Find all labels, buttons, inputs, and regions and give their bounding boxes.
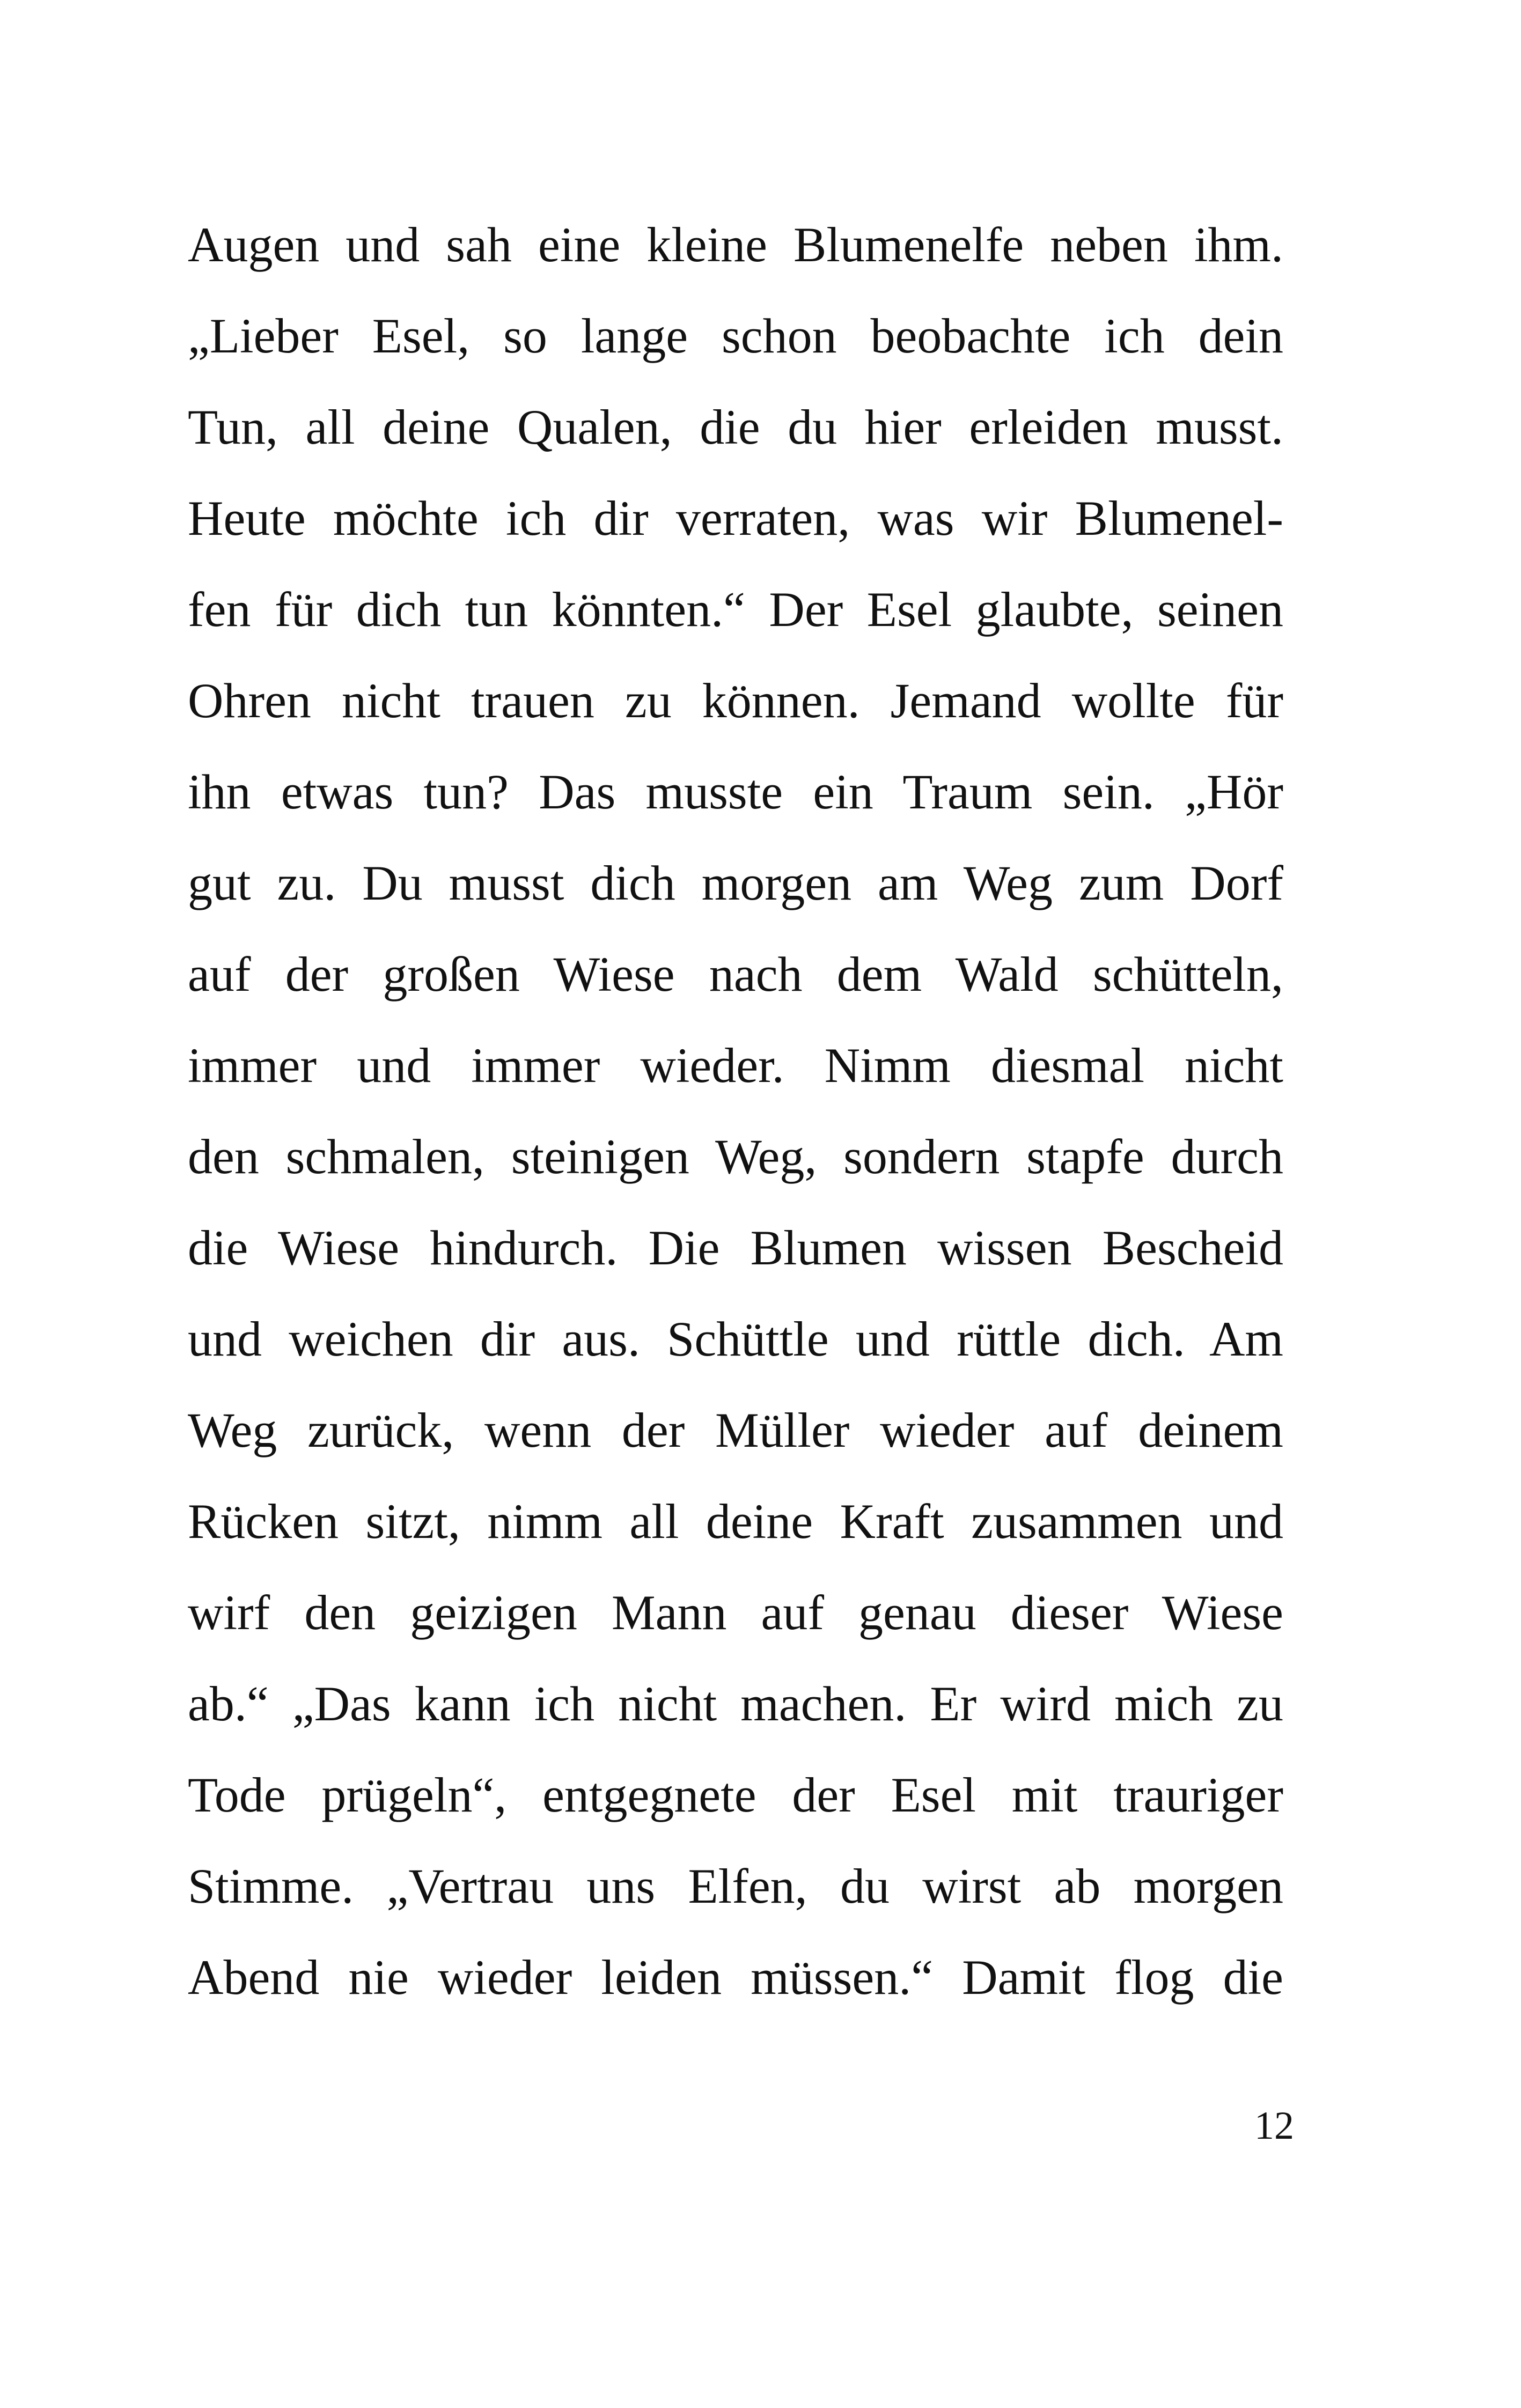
text-line: und weichen dir aus. Schüttle und rüttle dich. Am <box>188 1312 1283 1366</box>
text-line: „Lieber Esel, so lange schon beobachte ich dein <box>188 308 1283 363</box>
text-line: Heute möchte ich dir verraten, was wir Blumenel- <box>188 491 1283 546</box>
text-line: gut zu. Du musst dich morgen am Weg zum Dorf <box>188 856 1283 910</box>
text-line: den schmalen, steinigen Weg, sondern stapfe durch <box>188 1129 1283 1184</box>
text-line: ab.“ „Das kann ich nicht machen. Er wird mich zu <box>188 1676 1283 1731</box>
text-line: Tun, all deine Qualen, die du hier erleiden musst. <box>188 400 1283 454</box>
body-text <box>188 213 1283 2037</box>
text-line: Ohren nicht trauen zu können. Jemand wollte für <box>188 673 1283 728</box>
text-line: Augen und sah eine kleine Blumenelfe neben ihm. <box>188 217 1283 272</box>
text-line: ihn etwas tun? Das musste ein Traum sein. „Hör <box>188 764 1283 819</box>
page-number: 12 <box>1254 2104 1294 2148</box>
text-line: immer und immer wieder. Nimm diesmal nicht <box>188 1038 1283 1093</box>
text-line: die Wiese hindurch. Die Blumen wissen Bescheid <box>188 1220 1283 1275</box>
text-line: auf der großen Wiese nach dem Wald schütteln, <box>188 947 1283 1002</box>
text-line: Rücken sitzt, nimm all deine Kraft zusammen und <box>188 1494 1283 1549</box>
text-line: Tode prügeln“, entgegnete der Esel mit trauriger <box>188 1768 1283 1822</box>
text-line: Weg zurück, wenn der Müller wieder auf deinem <box>188 1403 1283 1457</box>
text-line: Abend nie wieder leiden müssen.“ Damit flog die <box>188 1950 1283 2005</box>
text-line: Stimme. „Vertrau uns Elfen, du wirst ab morgen <box>188 1859 1283 1913</box>
text-line: wirf den geizigen Mann auf genau dieser Wiese <box>188 1585 1283 1640</box>
text-line: fen für dich tun könnten.“ Der Esel glaubte, seinen <box>188 582 1283 637</box>
